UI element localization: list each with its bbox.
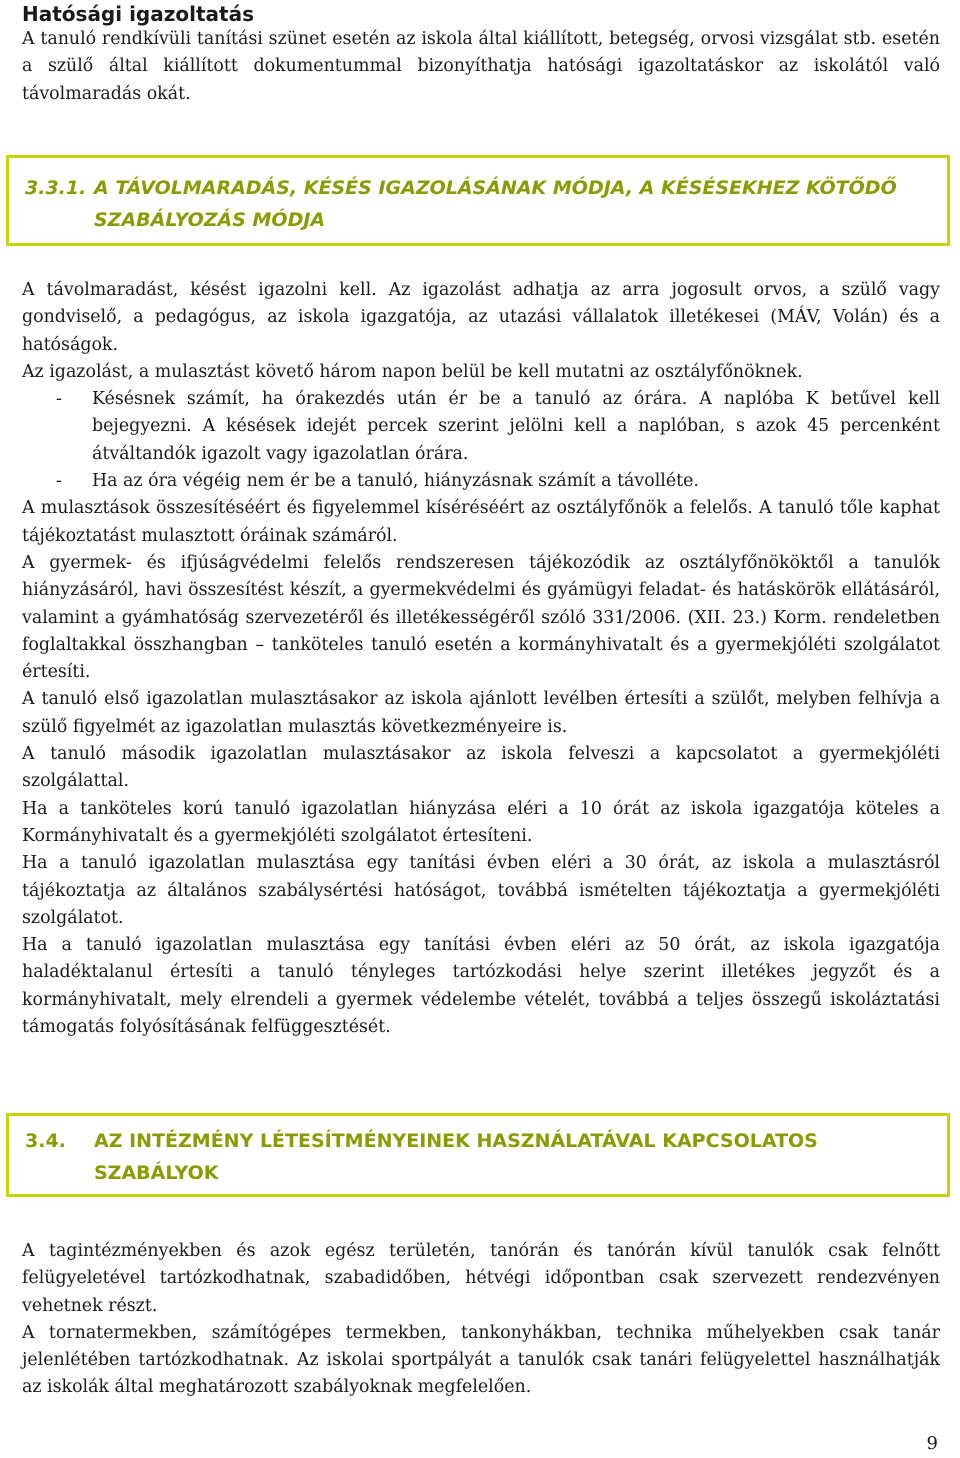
page-number: 9	[926, 1433, 938, 1454]
paragraph: Ha a tanköteles korú tanuló igazolatlan hiányzása eléri a 10 órát az iskola igazgatója köteles a Kormányhivatalt és a gyermekjóléti szolgálatot értesíteni.	[22, 798, 940, 846]
list-item: - Ha az óra végéig nem ér be a tanuló, hiányzásnak számít a távolléte.	[22, 468, 940, 495]
paragraph: A gyermek- és ifjúságvédelmi felelős rendszeresen tájékozódik az osztályfőnököktől a tanulók hiányzásáról, havi összesítést készít, a gyermekvédelmi és gyámügyi feladat- és hatáskörök ellátásáról, valamint a gyámhatóság szervezetéről és illetékességéről szóló 331/2006. (XII. 23.) Korm. rendeletben foglaltakkal összhangban – tanköteles tanuló esetén a kormányhivatalt és a gyermekjóléti szolgálatot értesíti.	[22, 552, 940, 683]
paragraph: A mulasztások összesítéséért és figyelemmel kíséréséért az osztályfőnök a felelős. A tanuló tőle kaphat tájékoztatást mulasztott óráinak számáról.	[22, 498, 940, 546]
paragraph: Ha a tanuló igazolatlan mulasztása egy tanítási évben eléri a 30 órát, az iskola a mulasztásról tájékoztatja az általános szabálysértési hatóságot, továbbá ismételten tájékoztatja a gyermekjóléti szolgálatot.	[22, 853, 940, 928]
paragraph: A tornatermekben, számítógépes termekben, tankonyhákban, technika műhelyekben csak tanár jelenlétében tartózkodhatnak. Az iskolai sportpályát a tanulók csak tanári felügyelettel használhatják az iskolák által meghatározott szabályoknak megfelelően.	[22, 1322, 940, 1398]
paragraph: Az igazolást, a mulasztást követő három napon belül be kell mutatni az osztályfőnöknek.	[22, 361, 803, 382]
intro-heading: Hatósági igazoltatás	[22, 2, 254, 26]
paragraph: A távolmaradást, késést igazolni kell. Az igazolást adhatja az arra jogosult orvos, a szülő vagy gondviselő, a pedagógus, az iskola igazgatója, az utazási vállalatok illetékesei (MÁV, Volán) és a hatóságok.	[22, 280, 940, 355]
paragraph: A tanuló első igazolatlan mulasztásakor az iskola ajánlott levélben értesíti a szülőt, melyben felhívja a szülő figyelmét az igazolatlan mulasztás következményeire is.	[22, 689, 940, 737]
list-item: - Késésnek számít, ha órakezdés után ér be a tanuló az órára. A naplóba K betűvel kell bejegyezni. A késések idejét percek szerint jelölni kell a naplóban, s azok 45 percenként átváltandók igazolt vagy igazolatlan órára.	[22, 386, 940, 468]
paragraph: A tagintézményekben és azok egész területén, tanórán és tanórán kívül tanulók csak felnőtt felügyeletével tartózkodhatnak, szabadidőben, hétvégi időpontban csak szervezett rendezvényen vehetnek részt.	[22, 1241, 940, 1316]
section-body	[22, 1238, 940, 1402]
section-heading-box	[6, 155, 950, 246]
section-body	[22, 277, 940, 1041]
paragraph: Ha a tanuló igazolatlan mulasztása egy tanítási évben eléri az 50 órát, az iskola igazgatója haladéktalanul értesíti a tanuló tényleges tartózkodási helye szerint illetékes jegyzőt és a kormányhivatalt, mely elrendeli a gyermek védelembe vételét, továbbá a teljes összegű iskoláztatási támogatás folyósításának felfüggesztését.	[22, 935, 940, 1038]
section-title: AZ INTÉZMÉNY LÉTESÍTMÉNYEINEK HASZNÁLATÁVAL KAPCSOLATOS SZABÁLYOK	[94, 1130, 818, 1184]
bullet-marker: -	[56, 471, 62, 492]
section-number: 3.4.	[25, 1130, 66, 1152]
section-heading-box	[6, 1113, 950, 1197]
section-number: 3.3.1.	[25, 177, 87, 199]
intro-paragraph: A tanuló rendkívüli tanítási szünet esetén az iskola által kiállított, betegség, orvosi vizsgálat stb. esetén a szülő által kiállított dokumentummal bizonyíthatja hatósági igazoltatáskor az iskolától való távolmaradás okát.	[22, 29, 940, 104]
paragraph: A tanuló második igazolatlan mulasztásakor az iskola felveszi a kapcsolatot a gyermekjóléti szolgálattal.	[22, 744, 940, 792]
bullet-marker: -	[56, 389, 62, 410]
section-title: A TÁVOLMARADÁS, KÉSÉS IGAZOLÁSÁNAK MÓDJA, A KÉSÉSEKHEZ KÖTŐDŐ SZABÁLYOZÁS MÓDJA	[94, 177, 897, 231]
